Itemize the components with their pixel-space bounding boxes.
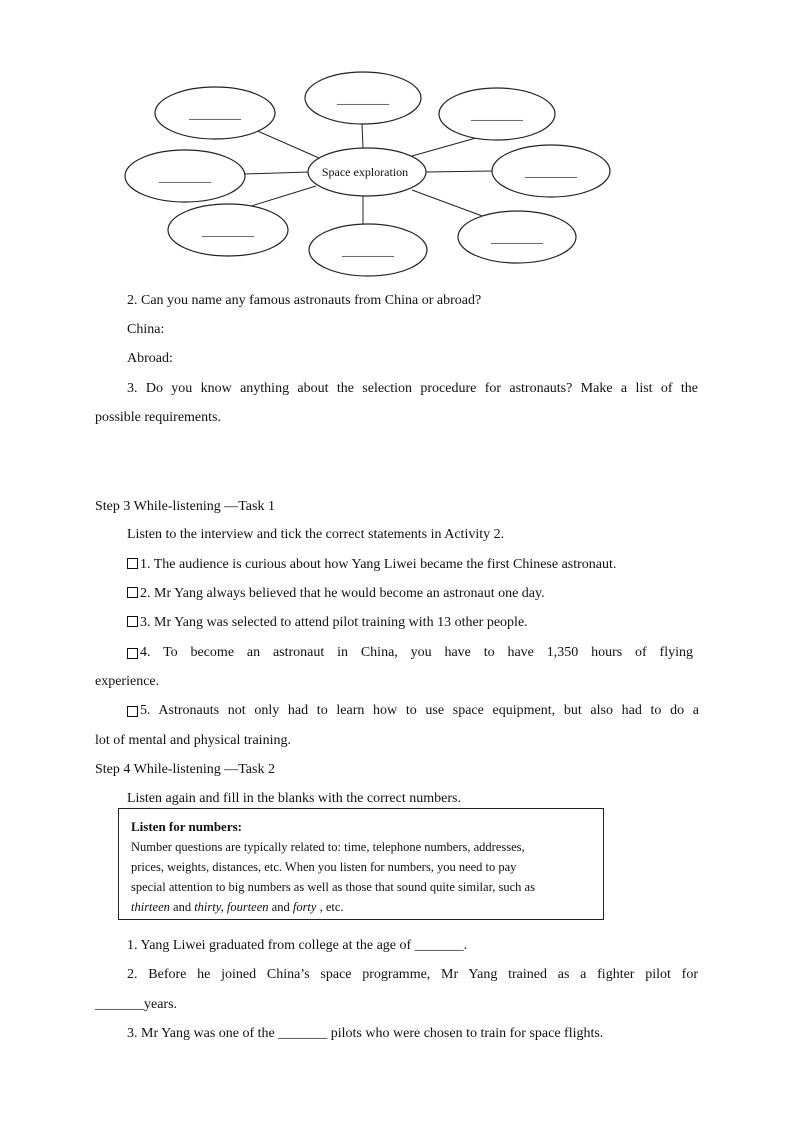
- connector-line: [362, 124, 363, 148]
- statement-4-cont: experience.: [95, 674, 160, 689]
- checkbox[interactable]: [127, 706, 138, 717]
- blank-text: ________: [525, 164, 577, 179]
- tip-line: special attention to big numbers as well as those that sound quite similar, such as: [131, 880, 535, 894]
- blank-text: ________: [159, 169, 211, 184]
- statement-text: 1. The audience is curious about how Yang Liwei became the first Chinese astronaut.: [140, 557, 617, 572]
- statement-text: 5. Astronauts not only had to learn how to use space equipment, but also had to do a: [140, 703, 699, 718]
- fill-question-3: 3. Mr Yang was one of the _______ pilots who were chosen to train for space flights.: [127, 1026, 604, 1041]
- tip-connector: , etc.: [316, 900, 344, 914]
- statement-3: [127, 614, 528, 632]
- checkbox[interactable]: [127, 558, 138, 569]
- statement-text: 3. Mr Yang was selected to attend pilot training with 13 other people.: [140, 615, 528, 630]
- connector-line: [253, 129, 319, 158]
- step4-title: Step 4 While-listening —Task 2: [95, 762, 275, 777]
- blank-text: ________: [202, 223, 254, 238]
- tip-line: Number questions are typically related to: time, telephone numbers, addresses,: [131, 840, 525, 854]
- connector-line: [244, 172, 309, 174]
- tip-connector: and: [268, 900, 293, 914]
- center-label: Space exploration: [321, 165, 409, 179]
- fill-question-2-line1: 2. Before he joined China’s space programme, Mr Yang trained as a fighter pilot for: [127, 967, 698, 982]
- example-word: thirteen: [131, 900, 170, 914]
- example-word: fourteen: [226, 900, 269, 914]
- statement-2: [127, 585, 545, 603]
- checkbox[interactable]: [127, 648, 138, 659]
- abroad-label: Abroad:: [127, 351, 173, 366]
- mind-map-diagram: [0, 0, 794, 290]
- blank-text: ________: [337, 91, 389, 106]
- checkbox[interactable]: [127, 587, 138, 598]
- statement-4: [127, 644, 693, 662]
- fill-question-1: 1. Yang Liwei graduated from college at the age of _______.: [127, 938, 468, 953]
- connector-line: [412, 136, 483, 156]
- connector-line: [412, 190, 485, 217]
- blank-text: ________: [471, 107, 523, 122]
- blank-text: ________: [342, 243, 394, 258]
- connector-line: [248, 186, 316, 207]
- statement-text: 2. Mr Yang always believed that he would become an astronaut one day.: [140, 586, 545, 601]
- blank-text: ________: [189, 106, 241, 121]
- question-2: 2. Can you name any famous astronauts from China or abroad?: [127, 293, 482, 308]
- tip-connector: and: [169, 900, 195, 914]
- china-label: China:: [127, 322, 165, 337]
- tip-box: [118, 808, 604, 920]
- step4-instruction: Listen again and fill in the blanks with the correct numbers.: [127, 791, 461, 806]
- fill-question-2-line2: _______years.: [95, 997, 178, 1012]
- blank-text: ________: [491, 230, 543, 245]
- question-3-line1: 3. Do you know anything about the selection procedure for astronauts? Make a list of the: [127, 381, 698, 396]
- tip-heading: Listen for numbers:: [131, 819, 242, 834]
- statement-5-cont: lot of mental and physical training.: [95, 733, 291, 748]
- step3-title: Step 3 While-listening —Task 1: [95, 499, 275, 514]
- example-word: forty: [292, 900, 317, 914]
- question-3-line2: possible requirements.: [95, 410, 221, 425]
- step3-instruction: Listen to the interview and tick the correct statements in Activity 2.: [127, 527, 505, 542]
- checkbox[interactable]: [127, 616, 138, 627]
- connector-line: [426, 171, 493, 172]
- statement-1: [127, 556, 616, 574]
- tip-examples: [131, 897, 593, 917]
- statement-text: 4. To become an astronaut in China, you have to have 1,350 hours of flying: [140, 645, 693, 660]
- tip-line: prices, weights, distances, etc. When you listen for numbers, you need to pay: [131, 860, 517, 874]
- statement-5: [127, 702, 699, 720]
- example-word: thirty,: [194, 900, 224, 914]
